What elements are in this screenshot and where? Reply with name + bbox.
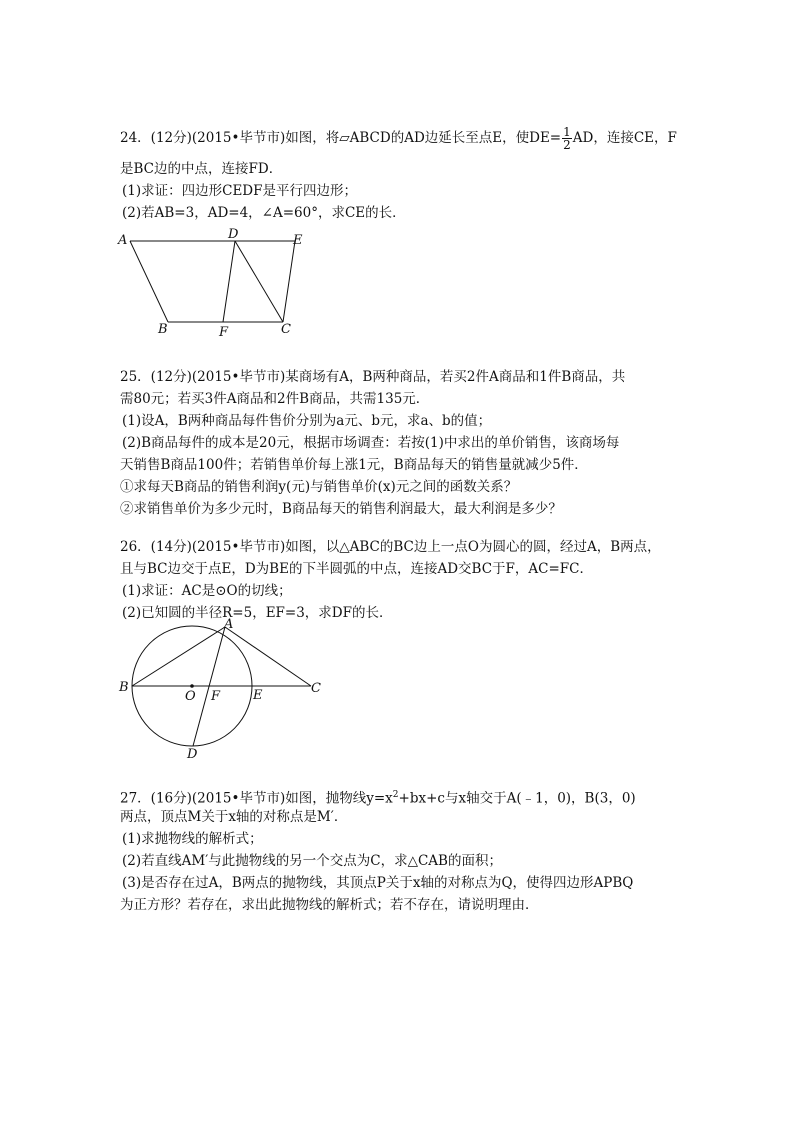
label-E: E bbox=[253, 688, 263, 703]
q26-line2: 且与BC边交于点E，D为BE的下半圆弧的中点，连接AD交BC于F，AC=FC． bbox=[120, 561, 593, 577]
label-F: F bbox=[211, 689, 221, 704]
q26-part1: (1)求证：AC是⊙O的切线； bbox=[122, 583, 292, 599]
q25-part1: (1)设A，B两种商品每件售价分别为a元、b元，求a、b的值； bbox=[122, 413, 492, 429]
q27-part1: (1)求抛物线的解析式； bbox=[122, 831, 263, 847]
label-B: B bbox=[119, 680, 129, 695]
q26-part2: (2)已知圆的半径R=5，EF=3，求DF的长． bbox=[122, 605, 393, 621]
label-D: D bbox=[187, 747, 198, 762]
q24-line1: 24．(12分)(2015•毕节市)如图，将▱ABCD的AD边延长至点E，使DE= $\frac{1}{2}$ AD，连接CE，F bbox=[120, 125, 677, 152]
q25-line2: 需80元；若买3件A商品和2件B商品，共需135元． bbox=[120, 391, 430, 407]
center-point-O bbox=[190, 684, 194, 688]
q27-part3: (3)是否存在过A，B两点的抛物线，其顶点P关于x轴的对称点为Q，使得四边形APBQ bbox=[122, 875, 634, 891]
q24-parallelogram-figure bbox=[115, 226, 315, 341]
q27-line2: 两点，顶点M关于x轴的对称点是M′． bbox=[120, 809, 348, 825]
label-E: E bbox=[293, 233, 303, 248]
q25-sub2: ②求销售单价为多少元时，B商品每天的销售利润最大，最大利润是多少？ bbox=[120, 501, 562, 517]
q26-circle-figure bbox=[115, 615, 325, 765]
q27-line6: 为正方形？若存在，求出此抛物线的解析式；若不存在，请说明理由． bbox=[120, 897, 539, 913]
q25-sub1: ①求每天B商品的销售利润y(元)与销售单价(x)元之间的函数关系？ bbox=[120, 479, 518, 495]
q24-part2: (2)若AB=3，AD=4，∠A=60°，求CE的长． bbox=[122, 205, 406, 221]
label-D: D bbox=[228, 227, 239, 242]
q27-line1: 27．(16分)(2015•毕节市)如图，抛物线$y=x^2+bx+c$与x轴交于A(﹣1，0)，B(3，0) bbox=[120, 790, 636, 807]
q24-line2: 是BC边的中点，连接FD． bbox=[120, 161, 283, 177]
label-A: A bbox=[224, 617, 234, 632]
fraction-one-half: $\frac{1}{2}$ bbox=[563, 125, 571, 152]
label-C: C bbox=[311, 681, 321, 696]
label-O: O bbox=[185, 689, 196, 704]
label-F: F bbox=[219, 325, 229, 340]
q24-part1: (1)求证：四边形CEDF是平行四边形； bbox=[122, 183, 357, 199]
q27-part2: (2)若直线AM′与此抛物线的另一个交点为C，求△CAB的面积； bbox=[122, 853, 502, 869]
label-C: C bbox=[281, 322, 291, 337]
q25-line1: 25．(12分)(2015•毕节市)某商场有A，B两种商品，若买2件A商品和1件B商品，共 bbox=[120, 369, 626, 385]
q25-part2: (2)B商品每件的成本是20元，根据市场调查：若按(1)中求出的单价销售，该商场每 bbox=[122, 435, 620, 451]
label-B: B bbox=[158, 322, 168, 337]
q26-line1: 26．(14分)(2015•毕节市)如图，以△ABC的BC边上一点O为圆心的圆，经过A，B两点， bbox=[120, 539, 661, 555]
label-A: A bbox=[118, 233, 128, 248]
q25-line5: 天销售B商品100件；若销售单价每上涨1元，B商品每天的销售量就减少5件． bbox=[120, 457, 588, 473]
